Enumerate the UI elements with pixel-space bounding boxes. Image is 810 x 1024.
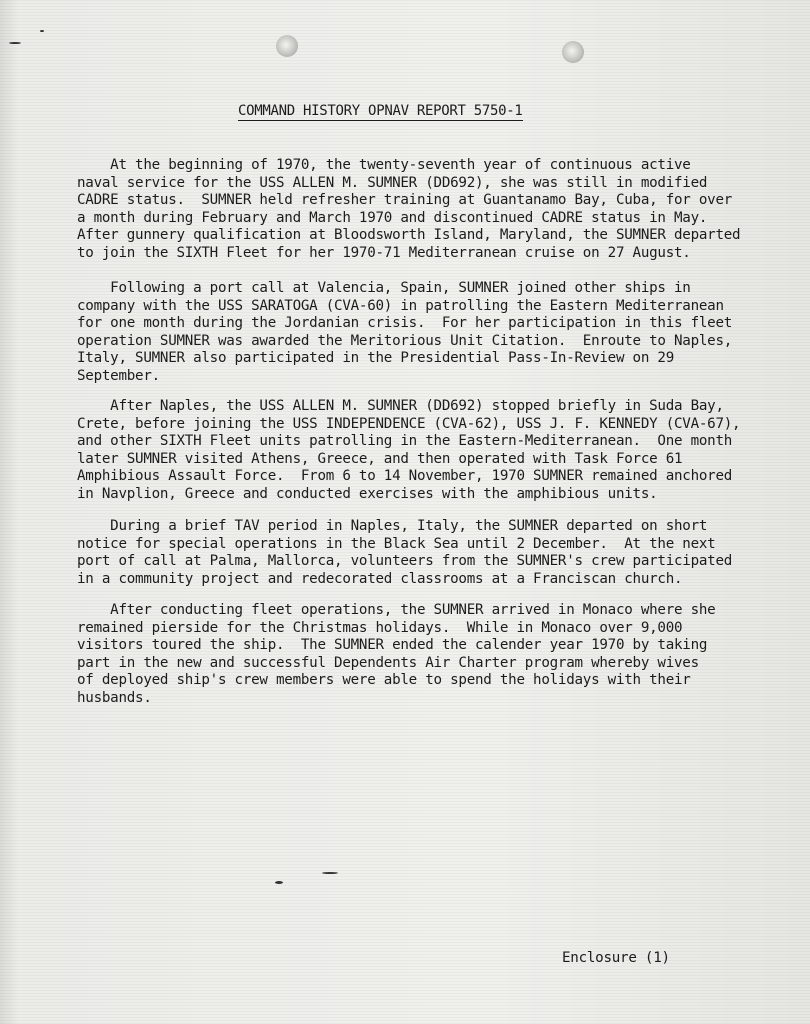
speck xyxy=(322,872,338,874)
speck xyxy=(40,30,44,32)
speck xyxy=(275,881,283,884)
document-title: COMMAND HISTORY OPNAV REPORT 5750-1 xyxy=(238,103,523,119)
paragraph-2: Following a port call at Valencia, Spain, SUMNER joined other ships in company with the USS SARATOGA (CVA-60) in patrolling the Eastern Mediterranean for one month during the Jordanian crisis. For her participation in this fleet operation SUMNER was awarded the Meritorious Unit Citation. Enroute to Naples, Italy, SUMNER also participated in the Presidential Pass-In-Review on 29 September. xyxy=(77,280,733,384)
punch-hole-left xyxy=(276,35,298,57)
punch-hole-right xyxy=(562,41,584,63)
paragraph-4: During a brief TAV period in Naples, Italy, the SUMNER departed on short notice for special operations in the Black Sea until 2 December. At the next port of call at Palma, Mallorca, volunteers from the SUMNER's crew participated in a community project and redecorated classrooms at a Franciscan church. xyxy=(77,518,733,587)
paragraph-5: After conducting fleet operations, the SUMNER arrived in Monaco where she remained pierside for the Christmas holidays. While in Monaco over 9,000 visitors toured the ship. The SUMNER ended the calender year 1970 by taking part in the new and successful Dependents Air Charter program whereby wives of deployed ship's crew members were able to spend the holidays with their husbands. xyxy=(77,602,716,706)
paragraph-3: After Naples, the USS ALLEN M. SUMNER (DD692) stopped briefly in Suda Bay, Crete, before joining the USS INDEPENDENCE (CVA-62), USS J. F. KENNEDY (CVA-67), and other SIXTH Fleet units patrolling in the Eastern-Mediterranean. One month later SUMNER visited Athens, Greece, and then operated with Task Force 61 Amphibious Assault Force. From 6 to 14 November, 1970 SUMNER remained anchored in Navplion, Greece and conducted exercises with the amphibious units. xyxy=(77,398,741,502)
enclosure-label: Enclosure (1) xyxy=(562,950,670,966)
paragraph-1: At the beginning of 1970, the twenty-seventh year of continuous active naval service for the USS ALLEN M. SUMNER (DD692), she was still in modified CADRE status. SUMNER held refresher training at Guantanamo Bay, Cuba, for over a month during February and March 1970 and discontinued CADRE status in May. After gunnery qualification at Bloodsworth Island, Maryland, the SUMNER departed to join the SIXTH Fleet for her 1970-71 Mediterranean cruise on 27 August. xyxy=(77,157,741,261)
speck xyxy=(9,42,21,44)
